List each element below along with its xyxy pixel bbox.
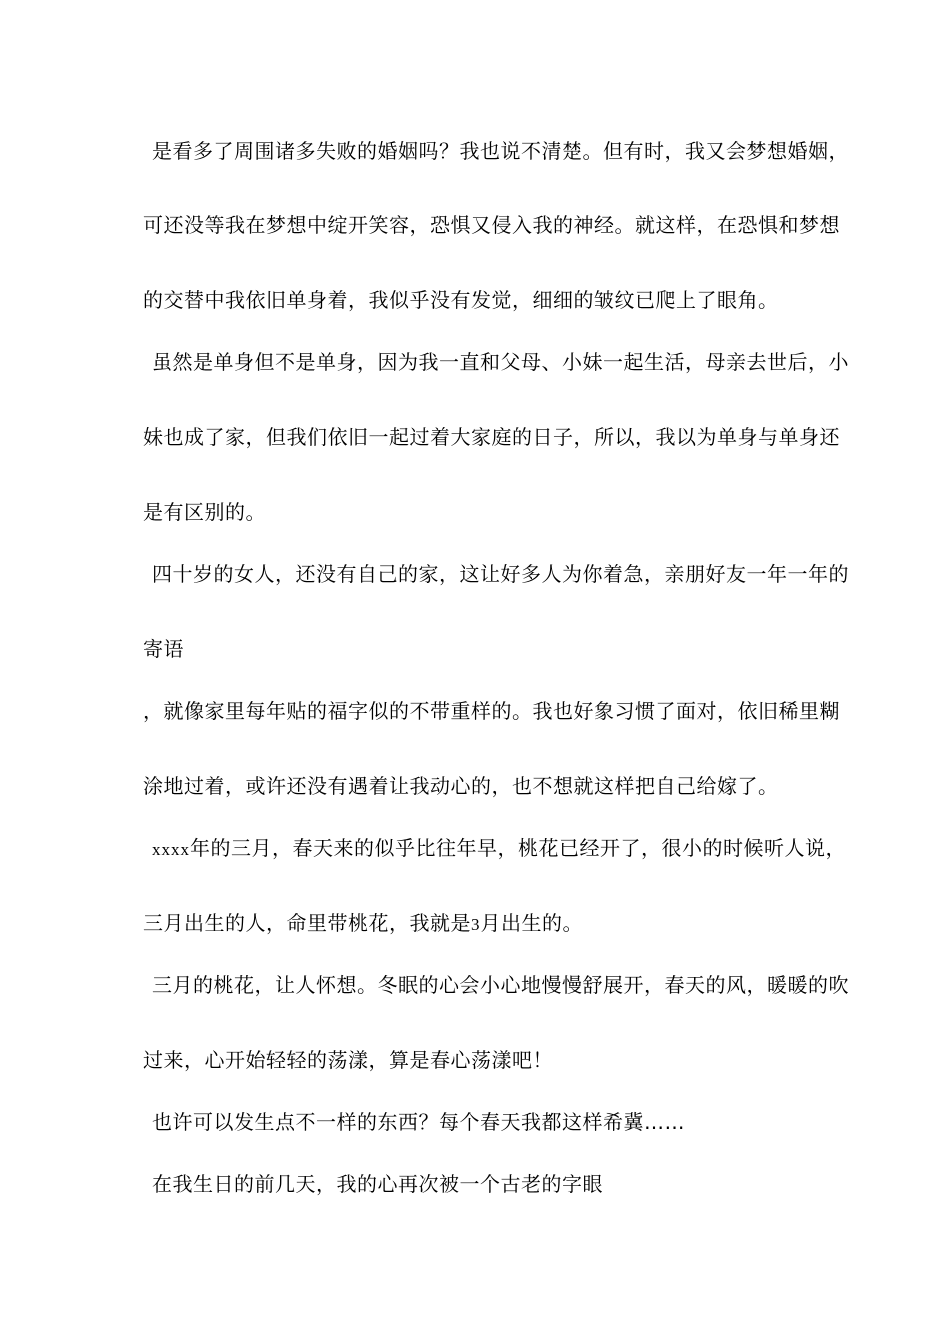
year-placeholder: xxxx (152, 840, 190, 859)
text-line: 过来，心开始轻轻的荡漾，算是春心荡漾吧！ (143, 1048, 553, 1072)
text-segment: 三月出生的人，命里带桃花，我就是 (143, 911, 471, 935)
text-line: 涂地过着，或许还没有遇着让我动心的，也不想就这样把自己给嫁了。 (143, 774, 779, 798)
text-line: 是看多了周围诸多失败的婚姻吗？我也说不清楚。但有时，我又会梦想婚姻， (152, 139, 849, 163)
month-number: 3 (471, 915, 481, 934)
text-line: 寄语 (143, 637, 184, 661)
text-segment: 月出生的。 (480, 911, 583, 935)
text-segment: 年的三月，春天来的似乎比往年早，桃花已经开了，很小的时候听人说， (190, 836, 846, 860)
text-line: 四十岁的女人，还没有自己的家，这让好多人为你着急，亲朋好友一年一年的 (152, 562, 849, 586)
text-line: 妹也成了家，但我们依旧一起过着大家庭的日子，所以，我以为单身与单身还 (143, 425, 840, 449)
text-line: 也许可以发生点不一样的东西？每个春天我都这样希冀…… (152, 1110, 685, 1134)
text-line: 的交替中我依旧单身着，我似乎没有发觉，细细的皱纹已爬上了眼角。 (143, 288, 779, 312)
text-line: ，就像家里每年贴的福字似的不带重样的。我也好象习惯了面对，依旧稀里糊 (143, 699, 840, 723)
text-line: 在我生日的前几天，我的心再次被一个古老的字眼 (152, 1172, 603, 1196)
text-line: 三月的桃花，让人怀想。冬眠的心会小心地慢慢舒展开，春天的风，暖暖的吹 (152, 973, 849, 997)
text-line: 是有区别的。 (143, 500, 266, 524)
text-line (152, 836, 846, 862)
text-line: 虽然是单身但不是单身，因为我一直和父母、小妹一起生活，母亲去世后，小 (152, 350, 849, 374)
text-line: 可还没等我在梦想中绽开笑容，恐惧又侵入我的神经。就这样，在恐惧和梦想 (143, 213, 840, 237)
text-line (143, 911, 583, 937)
